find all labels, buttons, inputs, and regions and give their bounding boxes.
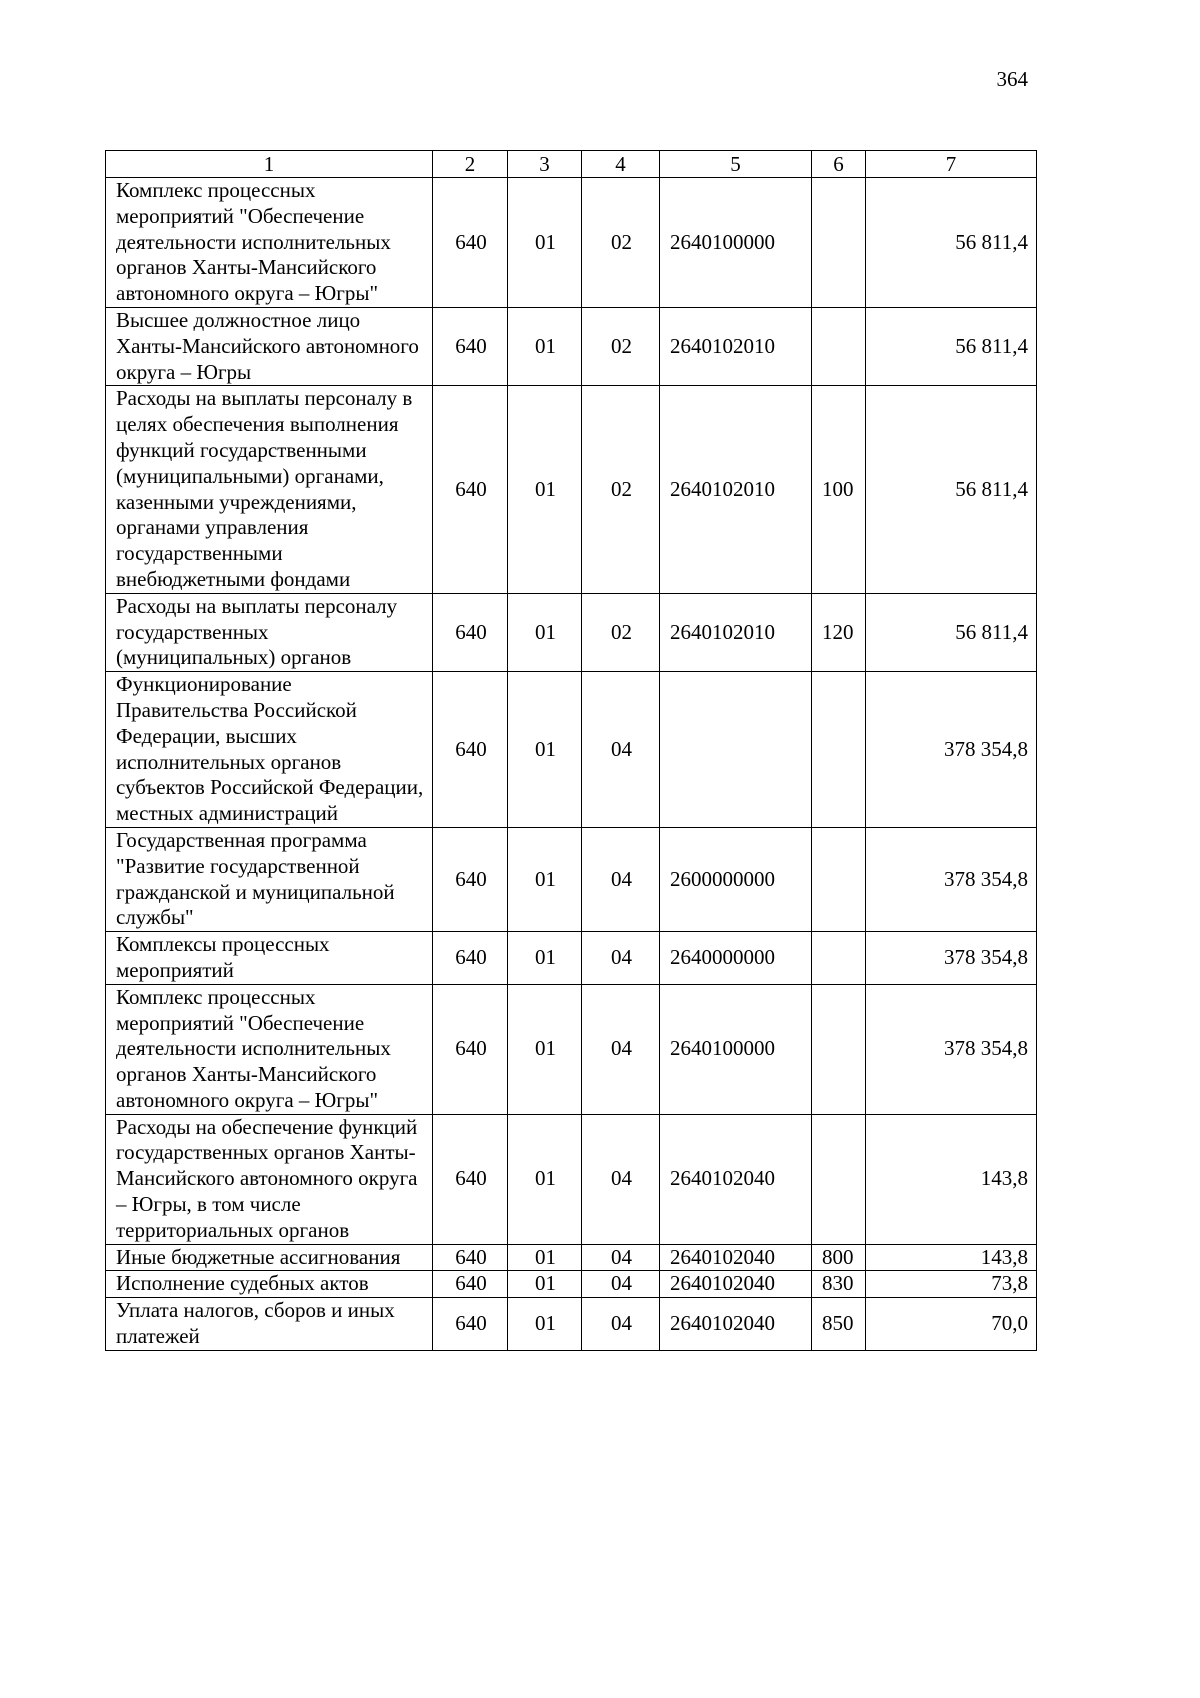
row-pr: 04	[582, 1244, 660, 1271]
row-pr: 02	[582, 593, 660, 671]
row-rz: 01	[508, 827, 582, 931]
row-ved: 640	[433, 827, 508, 931]
row-name: Расходы на выплаты персоналу государственных (муниципальных) органов	[106, 593, 433, 671]
row-ved: 640	[433, 307, 508, 385]
row-pr: 04	[582, 672, 660, 828]
row-ved: 640	[433, 1298, 508, 1351]
row-rz: 01	[508, 1114, 582, 1244]
row-rz: 01	[508, 593, 582, 671]
row-pr: 04	[582, 1114, 660, 1244]
row-name: Уплата налогов, сборов и иных платежей	[106, 1298, 433, 1351]
header-col-4: 4	[582, 151, 660, 178]
row-pr: 04	[582, 984, 660, 1114]
row-sum: 143,8	[866, 1114, 1037, 1244]
row-rz: 01	[508, 672, 582, 828]
row-name: Государственная программа "Развитие государственной гражданской и муниципальной службы"	[106, 827, 433, 931]
row-name: Иные бюджетные ассигнования	[106, 1244, 433, 1271]
row-pr: 02	[582, 386, 660, 593]
row-pr: 04	[582, 932, 660, 985]
row-name: Расходы на выплаты персоналу в целях обеспечения выполнения функций государственными (муниципальными) органами, казенными учреждениями, органами управления государственными внебюджетными фондами	[106, 386, 433, 593]
row-csr: 2640102040	[660, 1271, 812, 1298]
table-row	[106, 932, 1037, 985]
header-row	[106, 151, 1037, 178]
row-sum: 378 354,8	[866, 827, 1037, 931]
budget-table	[105, 150, 1037, 1351]
table-row	[106, 307, 1037, 385]
row-sum: 56 811,4	[866, 593, 1037, 671]
row-csr: 2600000000	[660, 827, 812, 931]
header-col-7: 7	[866, 151, 1037, 178]
row-csr: 2640102040	[660, 1298, 812, 1351]
row-sum: 378 354,8	[866, 672, 1037, 828]
table-row	[106, 593, 1037, 671]
row-pr: 02	[582, 307, 660, 385]
row-rz: 01	[508, 984, 582, 1114]
row-name: Исполнение судебных актов	[106, 1271, 433, 1298]
row-csr: 2640102040	[660, 1114, 812, 1244]
row-sum: 56 811,4	[866, 307, 1037, 385]
row-csr: 2640000000	[660, 932, 812, 985]
row-ved: 640	[433, 932, 508, 985]
row-pr: 04	[582, 1271, 660, 1298]
row-rz: 01	[508, 1244, 582, 1271]
row-vr	[812, 178, 866, 308]
table-row	[106, 1244, 1037, 1271]
table-row	[106, 386, 1037, 593]
row-vr: 830	[812, 1271, 866, 1298]
row-sum: 56 811,4	[866, 178, 1037, 308]
row-name: Комплекс процессных мероприятий "Обеспечение деятельности исполнительных органов Ханты-Мансийского автономного округа – Югры"	[106, 178, 433, 308]
row-sum: 70,0	[866, 1298, 1037, 1351]
table-row	[106, 984, 1037, 1114]
row-csr: 2640100000	[660, 178, 812, 308]
row-vr: 120	[812, 593, 866, 671]
row-ved: 640	[433, 984, 508, 1114]
header-col-3: 3	[508, 151, 582, 178]
row-pr: 04	[582, 827, 660, 931]
row-csr	[660, 672, 812, 828]
row-sum: 73,8	[866, 1271, 1037, 1298]
page-number: 364	[996, 67, 1028, 91]
row-vr	[812, 1114, 866, 1244]
row-rz: 01	[508, 307, 582, 385]
row-name: Расходы на обеспечение функций государственных органов Ханты-Мансийского автономного округа – Югры, в том числе территориальных органов	[106, 1114, 433, 1244]
row-ved: 640	[433, 593, 508, 671]
table-row	[106, 827, 1037, 931]
table-row	[106, 1298, 1037, 1351]
row-csr: 2640102040	[660, 1244, 812, 1271]
row-rz: 01	[508, 178, 582, 308]
row-name: Высшее должностное лицо Ханты-Мансийского автономного округа – Югры	[106, 307, 433, 385]
row-vr: 850	[812, 1298, 866, 1351]
header-col-5: 5	[660, 151, 812, 178]
header-col-6: 6	[812, 151, 866, 178]
row-vr	[812, 827, 866, 931]
row-csr: 2640102010	[660, 307, 812, 385]
row-rz: 01	[508, 386, 582, 593]
row-rz: 01	[508, 1271, 582, 1298]
table-row	[106, 672, 1037, 828]
row-pr: 04	[582, 1298, 660, 1351]
row-ved: 640	[433, 1114, 508, 1244]
row-sum: 378 354,8	[866, 984, 1037, 1114]
row-name: Функционирование Правительства Российской Федерации, высших исполнительных органов субъектов Российской Федерации, местных администраций	[106, 672, 433, 828]
header-col-1: 1	[106, 151, 433, 178]
row-ved: 640	[433, 1271, 508, 1298]
row-vr	[812, 672, 866, 828]
row-pr: 02	[582, 178, 660, 308]
row-csr: 2640102010	[660, 593, 812, 671]
row-ved: 640	[433, 386, 508, 593]
row-sum: 143,8	[866, 1244, 1037, 1271]
row-ved: 640	[433, 672, 508, 828]
row-vr: 800	[812, 1244, 866, 1271]
row-vr	[812, 932, 866, 985]
row-name: Комплекс процессных мероприятий "Обеспечение деятельности исполнительных органов Ханты-Мансийского автономного округа – Югры"	[106, 984, 433, 1114]
row-csr: 2640102010	[660, 386, 812, 593]
table-row	[106, 1114, 1037, 1244]
table-row	[106, 178, 1037, 308]
row-ved: 640	[433, 178, 508, 308]
row-vr: 100	[812, 386, 866, 593]
row-csr: 2640100000	[660, 984, 812, 1114]
row-ved: 640	[433, 1244, 508, 1271]
row-sum: 378 354,8	[866, 932, 1037, 985]
table-row	[106, 1271, 1037, 1298]
row-name: Комплексы процессных мероприятий	[106, 932, 433, 985]
header-col-2: 2	[433, 151, 508, 178]
row-rz: 01	[508, 932, 582, 985]
row-vr	[812, 307, 866, 385]
row-rz: 01	[508, 1298, 582, 1351]
row-vr	[812, 984, 866, 1114]
row-sum: 56 811,4	[866, 386, 1037, 593]
